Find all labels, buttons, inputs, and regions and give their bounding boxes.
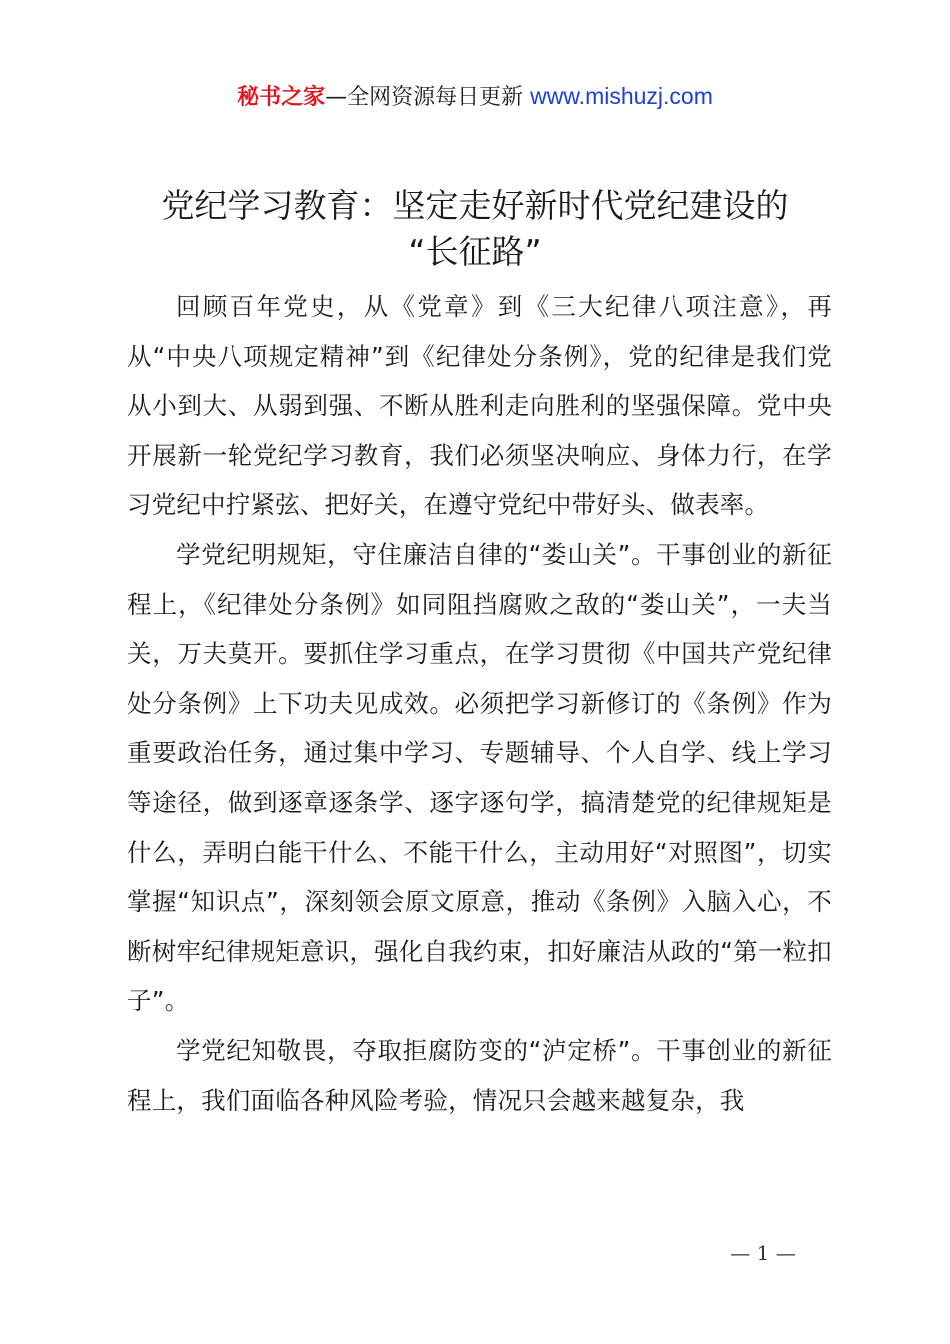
page-number: — 1 —: [730, 1241, 796, 1265]
body-paragraph-3: 学党纪知敬畏，夺取拒腐防变的“泸定桥”。干事创业的新征程上，我们面临各种风险考验，情况只会越来越复杂，我: [127, 1035, 832, 1115]
document-title: [100, 183, 850, 275]
site-url-link[interactable]: www.mishuzj.com: [530, 83, 713, 109]
site-header: [0, 80, 950, 114]
site-tagline: —全网资源每日更新: [325, 85, 531, 110]
body-paragraph-1: 回顾百年党史，从《党章》到《三大纪律八项注意》，再从“中央八项规定精神”到《纪律处分条例》，党的纪律是我们党从小到大、从弱到强、不断从胜利走向胜利的坚强保障。党中央开展新一轮党纪学习教育，我们必须坚决响应、身体力行，在学习党纪中拧紧弦、把好关，在遵守党纪中带好头、做表率。: [127, 292, 832, 520]
document-body: [127, 282, 832, 1125]
document-title-line-2: “长征路”: [408, 232, 542, 271]
site-brand: 秘书之家: [237, 85, 326, 110]
body-paragraph-2: 学党纪明规矩，守住廉洁自律的“娄山关”。干事创业的新征程上，《纪律处分条例》如同阻挡腐败之敌的“娄山关”，一夫当关，万夫莫开。要抓住学习重点，在学习贯彻《中国共产党纪律处分条例》上下功夫见成效。必须把学习新修订的《条例》作为重要政治任务，通过集中学习、专题辅导、个人自学、线上学习等途径，做到逐章逐条学、逐字逐句学，搞清楚党的纪律规矩是什么，弄明白能干什么、不能干什么，主动用好“对照图”，切实掌握“知识点”，深刻领会原文原意，推动《条例》入脑入心，不断树牢纪律规矩意识，强化自我约束，扣好廉洁从政的“第一粒扣子”。: [127, 539, 832, 1016]
document-title-line-1: 党纪学习教育：坚定走好新时代党纪建设的: [161, 186, 789, 225]
